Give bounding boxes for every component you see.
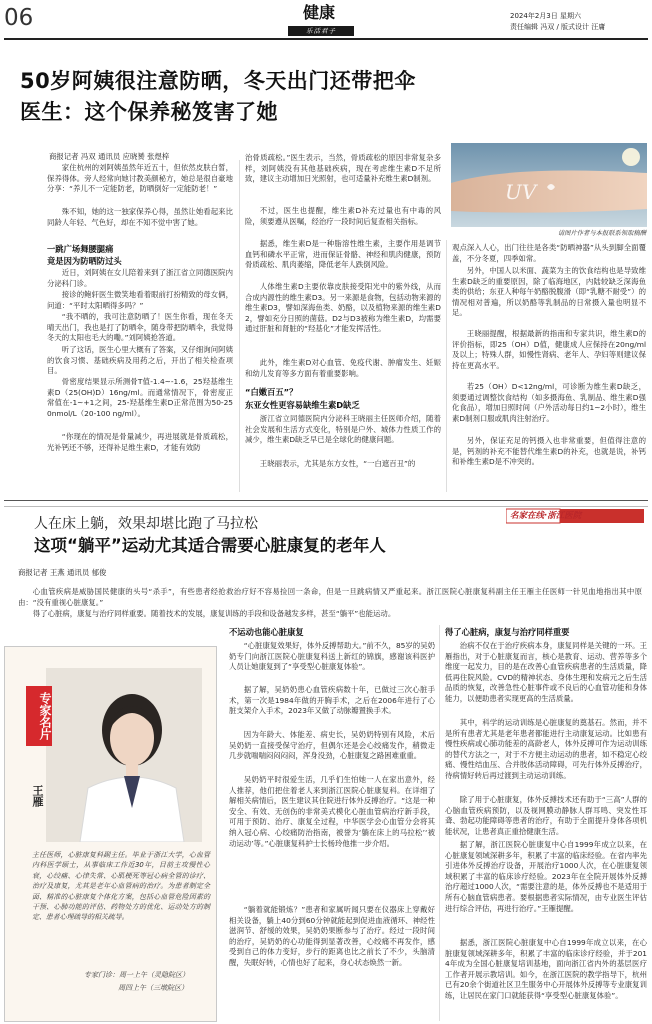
a1-col3-para: 若25（OH）D<12ng/ml，可诊断为维生素D缺乏，须要通过调整饮食结构（如多摄海鱼、乳制品、维生素D强化食品），增加日照时间（户外活动每日约1~2小时），维生素D制剂口服或肌肉注射治疗。 [452, 382, 646, 423]
a1-subhead: 竟是因为防晒防过头 [47, 256, 122, 266]
a1-col1-para: 接诊的鲍轩医生微笑地看着眼前打扮精致的母女俩，问道：“平时太阳晒得多吗？” [47, 290, 233, 310]
expert-card-label: 专家名片 [26, 686, 52, 746]
section-title: 健康 [303, 3, 336, 22]
svg-text:UV: UV [505, 180, 537, 204]
a1-col3-para: 观点深入人心，出门往往是各类“防晒神器”从头到脚全面覆盖，不分冬夏，四季如常。 [452, 243, 646, 263]
article1-headline-line1: 50岁阿姨很注意防晒，冬天出门还带把伞 [20, 69, 416, 93]
a1-col1-para: 骨密度结果显示所测骨T值-1.4~-1.6，25羟基维生素D（25(OH)D）16ng/ml。而通常情况下，骨密度正常值在-1~+1之间，25-羟基维生素D正常范围为50-250nmol/L（20-100 ng/ml）。 [47, 377, 233, 418]
clinic-hours: 专家门诊：周一上午（灵隐院区） [84, 971, 189, 979]
a1-col1-para: 家住杭州的刘阿姨虽然年近五十，但依然皮肤白皙，保养得体。旁人经常向她讨教美颜秘方，她总是很自豪地分享：“养儿不一定能防老，防晒倒好一定能防老！” [47, 163, 233, 194]
a1-col1-para: “你现在的情况是骨量减少，再进展就是骨质疏松，光补钙还不够，还得补足维生素D，才能有效防 [47, 432, 233, 452]
a1-col1-para: “我不晒的，我可注意防晒了！医生你看，现在冬天晴天出门，我也是打了防晒伞，随身带把防晒伞，我觉得冬天的太阳也毛大的嘞。”刘阿姨抢答道。 [47, 312, 233, 343]
a1-col2-para: 人体维生素D主要依靠皮肤接受阳光中的紫外线，从而合成内源性的维生素D3。另一来源是食物，包括动物来源的维生素D3，譬如深海鱼类、奶酪，以及植物来源的维生素D2，譬如充分日照的菌菇。D2与D3被称为维生素D，均需要通过肝脏和肾脏的“羟基化”才能发挥活性。 [245, 282, 441, 334]
a1-subhead: “白嫩百五”？ [245, 387, 298, 397]
article2-headline: 这项“躺平”运动尤其适合需要心脏康复的老年人 [34, 536, 386, 555]
a2-col2-para: 吴奶奶平时很爱生活，几乎们生怕她一人在家出意外，经人推荐，他们把住着老人来到浙江医院心脏康复科。在详细了解相关病情后，医生建议其住院进行体外反搏治疗。“这是一种安全、有效、无创伤的非常美式模化心脏血管病治疗新手段，可用于预防、治疗、康复全过程，中华医学会心血管分会将其纳入冠心病、心绞痛防治指南，被誉为‘躺在床上的马拉松’‘被动运动’等。”心脏康复科护士长杨玲他推一步介绍。 [229, 775, 435, 848]
a2-col2-para: “躺着就能锻炼？”患者和家属听闻只要在仪器床上穿戴好相关设备，躺上40分到60分钟就能起到促进血液循环、神经性滋润节、舒缓的效果，吴奶奶果断参与了治疗。经过一段时间的治疗，吴奶奶的心功能得到显著改善，心绞痛不再发作，感受到自己的体力变好，步行的距离也比之前长了不少，头脑清醒，失眠好转，心情也好了起来，身心状态焕然一新。 [229, 905, 435, 967]
section-tag: 乐活君子 [288, 26, 354, 36]
seal-text: 名家在线·浙江医院 [510, 511, 582, 521]
clinic-hours: 周四上午（三墩院区） [118, 984, 188, 992]
a1-col3-para: 另外，中国人以米面、蔬菜为主的饮食结构也是导致维生素D缺乏的重要原因，除了临海地区，内陆较缺乏深海鱼类的供给；东亚人种每午奶酪脱腹滑（即“乳糖不耐受”）的情况相对普遍，所以奶酪等乳制品的日常摄入量也明显不足。 [452, 266, 646, 318]
article2-kicker: 人在床上躺，效果却堪比跑了马拉松 [34, 516, 258, 532]
a1-col2-para: 不过，医生也提醒，维生素D补充过量也有中毒的风险，须要遵从医嘱，经治疗一段时间后复查相关指标。 [245, 206, 441, 226]
a2-col3-para: 除了用于心脏康复，体外反搏技术还有助于“三高”人群的心脑血管疾病预防，以及视网膜动静脉人群耳鸣、突发性耳聋、勃起功能障碍等患者的治疗，有助于全面提升身体各项机能状况，让患者真正重拾健康生活。 [445, 795, 647, 836]
header-rule [4, 38, 648, 40]
editor-credits: 责任编辑 冯双 / 版式设计 汪庸 [510, 23, 606, 31]
expert-bio: 主任医师，心脏康复科副主任。毕业于浙江大学，心血管内科医学硕士，从事临床工作近30年，目前主攻慢性心衰，心绞痛、心律失常、心肌梗死等冠心病全管的诊疗、治疗及康复，尤其是老年心血管病的治疗。为患者制定全面、精准的心脏康复个体化方案，包括心血管危险因素的干预、心肺功能的评估、药物处方的优化、运动处方的制定、患者心理疏导的相关疏导。 [32, 851, 210, 922]
a1-col1-para: 听了这话，医生心里大概有了答案，又仔细询问阿姨的饮食习惯、基础疾病及用药之后，开出了相关检查项目。 [47, 345, 233, 376]
a1-col1-para: 殊不知，她的这一独家保养心得，虽然让她看起来比同龄人年轻、气色好，却在不知不觉中害了她。 [47, 207, 233, 227]
a1-col3-para: 另外，保证充足的钙摄入也非常重要，但值得注意的是，钙剂的补充不能替代维生素D的补充，也就是说，补钙和补维生素D是不冲突的。 [452, 436, 646, 467]
a1-col1-para: 近日，刘阿姨在女儿陪着来到了浙江省立同德医院内分泌科门诊。 [47, 268, 233, 288]
article2-intro: 得了心脏病，康复与治疗同样重要。随着技术的发展，康复训练的手段和设备越发多样，甚至“躺平”也能运动。 [32, 609, 396, 618]
a1-col2-para: 此外，维生素D对心血管、免疫代谢、肿瘤发生、妊娠和幼儿发育等多方面有着重要影响。 [245, 358, 441, 378]
column-divider [439, 625, 440, 1021]
issue-date: 2024年2月3日 星期六 [510, 12, 581, 20]
arm-uv-photo [451, 143, 647, 227]
article-separator-thin [4, 506, 648, 507]
a1-subhead: 东亚女性更容易缺维生素D缺乏 [245, 400, 360, 410]
a2-subhead: 得了心脏病，康复与治疗同样重要 [445, 627, 570, 637]
column-divider [239, 160, 240, 492]
doctor-portrait [46, 668, 202, 842]
article-separator [4, 500, 648, 501]
page-number: 06 [4, 5, 34, 31]
a2-col3-para: 治病不仅在于治疗疾病本身，康复同样是关键的一环。王雁指出，对于心脏康复而言，核心是教育、运动、营养等多个维度一起发力，目的是在改善心血管疾病患者的生活质量，降低再住院风险。CVD的精神状态、身体生理和发病元之后生活品质的恢复，改善急性心脏事件或不良后的心血管功能和身体能力，以便助患者实现更高的生活质量。 [445, 641, 647, 703]
photo-caption: 请图片作者与本报联系领取稿酬 [557, 230, 646, 237]
column-seal [506, 508, 644, 524]
a1-col3-para: 王晓丽提醒，根据最新的指南和专家共识，维生素D的评价指标，即25（OH）D值，健康成人应保持在20ng/ml及以上；特殊人群，如慢性肾病、老年人、孕妇等则建议保持在更高水平。 [452, 329, 646, 370]
expert-photo [46, 668, 202, 842]
a2-col3-para: 据了解，浙江医院心脏康复中心自1999年成立以来，在心脏康复领域深耕多年，积累了丰富的临床经验。在省内率先引进体外反搏治疗设备，开展治疗1000人次，在心脏康复领域积累了丰富的临床诊疗经验。2023年在全院开展体外反搏治疗超过1000人次，“需要注意的是，体外反搏也不是适用于所有心脑血管病患者。要根据患者实际情况，由专业医生评估进行综合评估，再进行治疗。”王雁提醒。 [445, 840, 647, 913]
a1-col2-para: 治骨质疏松。”医生表示，当然，骨质疏松的原因非常复杂多样，刘阿姨没有其他基础疾病，现在考虑维生素D不足所致，建议主动增加日光照射，也可适量补充维生素D制剂。 [245, 153, 441, 184]
a1-col2-para: 王晓丽表示，尤其是东方女性，“一白遮百丑”的 [259, 459, 416, 468]
a2-col2-para: 因为年龄大、体能差、病史长，吴奶奶特别有风险，术后吴奶奶一直接受保守治疗，但偶尔还是会心绞痛发作，稍微走几步就喘喘闷闷闷闷，浑身没劲，心脏康复之路困难重重。 [229, 730, 435, 761]
column-divider [446, 240, 447, 492]
a2-col2-para: “心脏康复效果好，体外反搏帮助大。”前不久，85岁的吴奶奶专门向浙江医院心脏康复科送上新红的锦旗，感谢该科医护人员让她康复到了“享受型心脏康复体验”。 [229, 641, 435, 672]
a2-col3-para: 据悉，浙江医院心脏康复中心自1999年成立以来，在心脏康复领域深耕多年，积累了丰富的临床诊疗经验，并于2014年成为全国心脏康复培训基地，面向浙江省内外的基层医疗工作者开展示教培训。如今，在浙江医院的教学指导下，杭州已有20余个街道社区卫生服务中心开展体外反搏等专业康复训练，让居民在家门口就能获得“享受型心脏康复体验”。 [445, 938, 647, 1000]
a2-subhead: 不运动也能心脏康复 [229, 627, 304, 637]
a2-col3-para: 其中，科学的运动训练是心脏康复的奠基石。然而，并不是所有患者尤其是老年患者都能进行主动康复运动。比如患有慢性疾病或心肺功能差的高龄老人，体外反搏可作为运动训练的替代方法之一，对于不方便主动运动的患者，如不稳定心绞痛、慢性结血压、合并肢体活动障碍，可先行体外反搏治疗，待病情好转后再过渡到主动运动训练。 [445, 718, 647, 780]
a1-col2-para: 浙江省立同德医院内分泌科王晓丽主任医师介绍，随着社会发展和生活方式变化，特别是户外、城体力性质工作的减少，维生素D缺乏早已是全球化的健康问题。 [245, 414, 441, 445]
article1-headline-line2: 医生：这个保养秘笈害了她 [20, 100, 278, 124]
a2-col2-para: 据了解，吴奶奶患心血管疾病数十年，已做过三次心脏手术，第一次是1984年做的开胸手术，之后在2006年进行了心脏支架介入手术，2023年又做了动脉瓣置换手术。 [229, 685, 435, 716]
article2-byline: 商报记者 王燕 通讯员 郁俊 [18, 568, 107, 577]
article1-photo [451, 143, 647, 227]
a1-subhead: 一跳广场舞腰腿痛 [47, 244, 114, 254]
article1-byline: 商报记者 冯双 通讯员 应晓赟 张煜梓 [49, 152, 170, 161]
expert-name: 王雁 [31, 785, 44, 807]
article2-intro: 心血管疾病是威胁国民健康的头号“杀手”，有些患者经抢救治疗好不容易捡回一条命，但是一旦跳病情又严重起来。浙江医院心脏康复科副主任王雁主任医师一针见血地指出其中原由：“没有重视心脏康复。” [18, 587, 642, 607]
a1-col2-para: 据悉，维生素D是一种脂溶性维生素，主要作用是调节血钙和磷水平正常，进而保证骨骼、神经和肌肉健康，预防骨质疏松、肌肉萎缩，降低老年人跌倒风险。 [245, 239, 441, 270]
